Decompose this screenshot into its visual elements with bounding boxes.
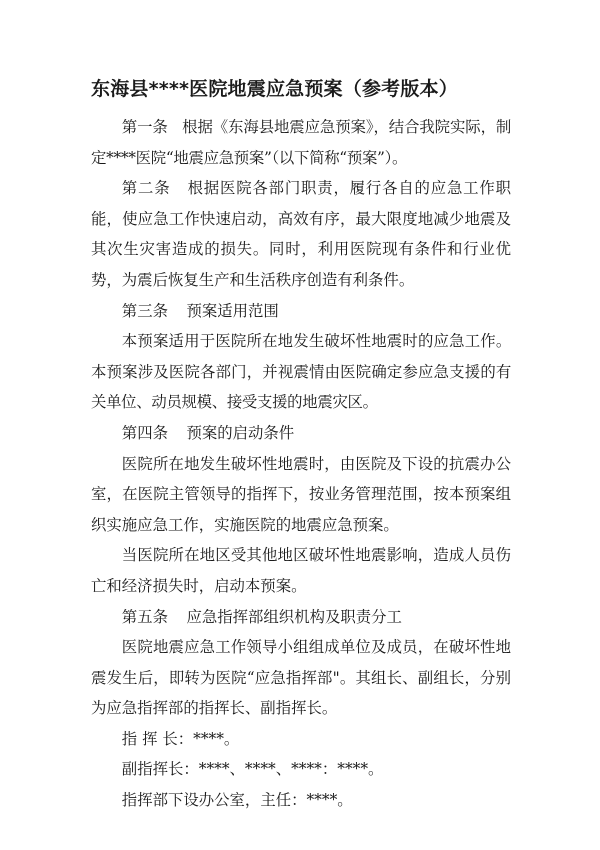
article-4-text-1: 医院所在地发生破坏性地震时，由医院及下设的抗震办公室，在医院主管领导的指挥下，按业务管理范围，按本预案组织实施应急工作，实施医院的地震应急预案。: [91, 454, 511, 534]
article-1-number: 第一条: [121, 118, 168, 136]
commander-line: 指 挥 长：****。: [121, 729, 240, 748]
article-4-number: 第四条: [121, 423, 168, 442]
article-2-text: 根据医院各部门职责，履行各自的应急工作职能，使应急工作快速启动，高效有序，最大限度地减少地震及其次生灾害造成的损失。同时，利用医院现有条件和行业优势，为震后恢复生产和生活秩序创造有利条件。: [91, 179, 511, 289]
deputy-commander-line: 副指挥长：****、****、****：****。: [121, 760, 384, 779]
article-3-text: 本预案适用于医院所在地发生破坏性地震时的应急工作。本预案涉及医院各部门，并视震情由医院确定参应急支援的有关单位、动员规模、接受支援的地震灾区。: [91, 332, 511, 412]
article-4-heading-line: [91, 418, 511, 449]
article-5-number: 第五条: [121, 607, 168, 626]
article-4-heading: 预案的启动条件: [186, 423, 295, 442]
article-4-text-2: 当医院所在地区受其他地区破坏性地震影响，造成人员伤亡和经济损失时，启动本预案。: [91, 546, 511, 595]
article-3-heading: 预案适用范围: [186, 301, 279, 320]
article-5-heading-line: [91, 602, 511, 633]
article-3-number: 第三条: [121, 301, 168, 320]
article-2: [91, 173, 511, 295]
office-director-line: 指挥部下设办公室，主任：****。: [121, 791, 353, 810]
article-5-heading: 应急指挥部组织机构及职责分工: [186, 607, 402, 626]
article-1-text: 根据《东海县地震应急预案》，结合我院实际，制定****医院“地震应急预案”（以下简称“预案”）。: [91, 118, 511, 167]
document-body: [91, 112, 511, 816]
article-3-heading-line: [91, 296, 511, 327]
document-title: 东海县****医院地震应急预案（参考版本）: [91, 78, 458, 100]
article-1: [91, 112, 511, 173]
article-5-text: 医院地震应急工作领导小组组成单位及成员，在破坏性地震发生后，即转为医院“应急指挥部"。其组长、副组长，分别为应急指挥部的指挥长、副指挥长。: [91, 638, 511, 718]
article-2-number: 第二条: [121, 179, 171, 198]
